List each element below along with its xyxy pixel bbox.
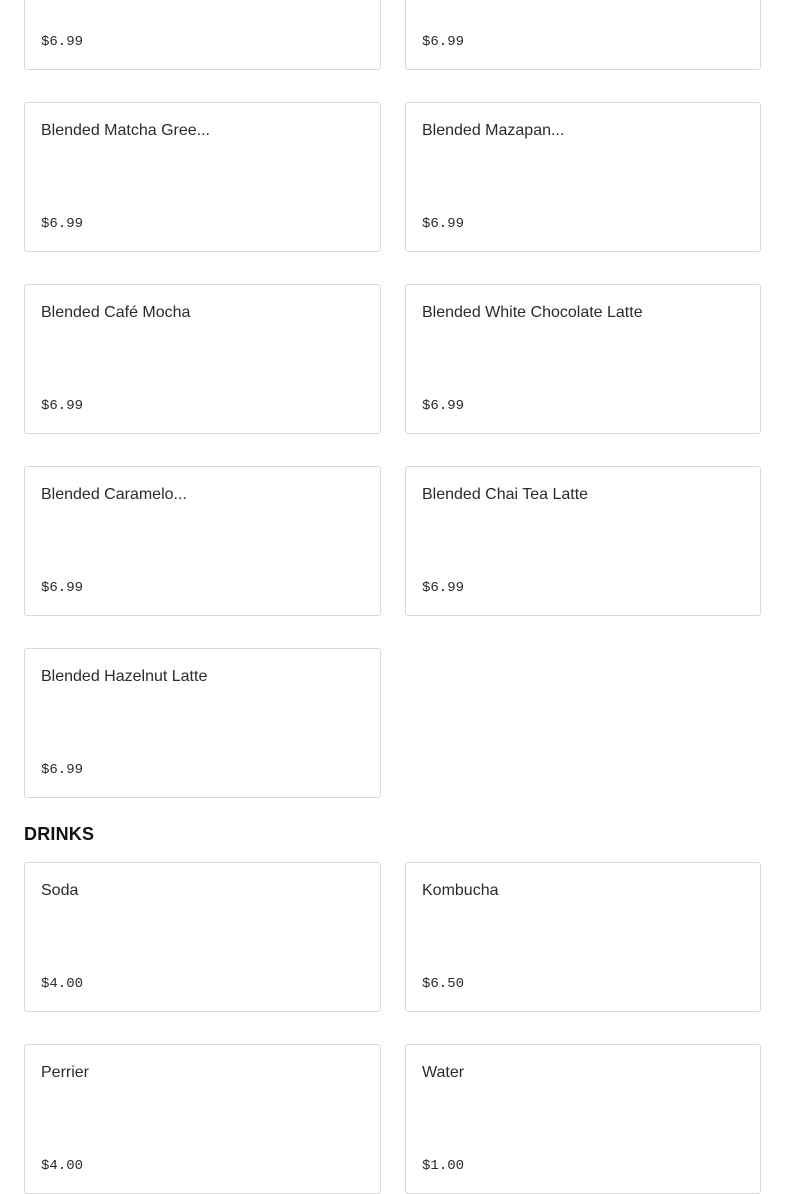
menu-item-blended-chai[interactable] — [405, 466, 761, 616]
menu-item-blended-hazelnut[interactable] — [24, 648, 381, 798]
menu-item-perrier[interactable] — [24, 1044, 381, 1194]
menu-item-price: $6.50 — [422, 976, 465, 992]
menu-item-price: $1.00 — [422, 1158, 465, 1174]
menu-item-name: Water — [422, 1064, 465, 1081]
menu-item-price: $6.99 — [41, 580, 84, 596]
menu-item-price: $6.99 — [41, 762, 84, 778]
menu-item-price: $6.99 — [41, 398, 84, 414]
menu-item-water[interactable] — [405, 1044, 761, 1194]
menu-item-name: Soda — [41, 882, 79, 899]
menu-item-name: Blended Mazapan... — [422, 122, 565, 139]
menu-item-name: Blended Hazelnut Latte — [41, 668, 208, 685]
menu-item-blended-caramelo[interactable] — [24, 466, 381, 616]
section-heading-drinks: DRINKS — [24, 824, 95, 844]
menu-item-blended-mazapan[interactable] — [405, 102, 761, 252]
menu-item-blended-white-chocolate[interactable] — [405, 284, 761, 434]
menu-item-name: Blended Matcha Gree... — [41, 122, 210, 139]
menu-item-name: Blended Café Mocha — [41, 304, 191, 321]
menu-item-name: Blended Caramelo... — [41, 486, 187, 503]
menu-item-price: $4.00 — [41, 1158, 84, 1174]
menu-item-price: $6.99 — [41, 34, 84, 50]
menu-item-name: Blended Chai Tea Latte — [422, 486, 589, 503]
menu-item-price: $6.99 — [41, 216, 84, 232]
menu-item-blended-cafe-mocha[interactable] — [24, 284, 381, 434]
menu-item-price: $6.99 — [422, 34, 465, 50]
menu-item-name: Blended White Chocolate Latte — [422, 304, 643, 321]
menu-item-price: $6.99 — [422, 216, 465, 232]
menu-item-soda[interactable] — [24, 862, 381, 1012]
menu-item-card[interactable] — [405, 0, 761, 70]
menu-item-name: Perrier — [41, 1064, 90, 1081]
menu-item-price: $4.00 — [41, 976, 84, 992]
menu-item-blended-matcha[interactable] — [24, 102, 381, 252]
menu-item-kombucha[interactable] — [405, 862, 761, 1012]
menu-item-price: $6.99 — [422, 580, 465, 596]
menu-item-name: Kombucha — [422, 882, 499, 899]
menu-item-card[interactable] — [24, 0, 381, 70]
menu-item-price: $6.99 — [422, 398, 465, 414]
